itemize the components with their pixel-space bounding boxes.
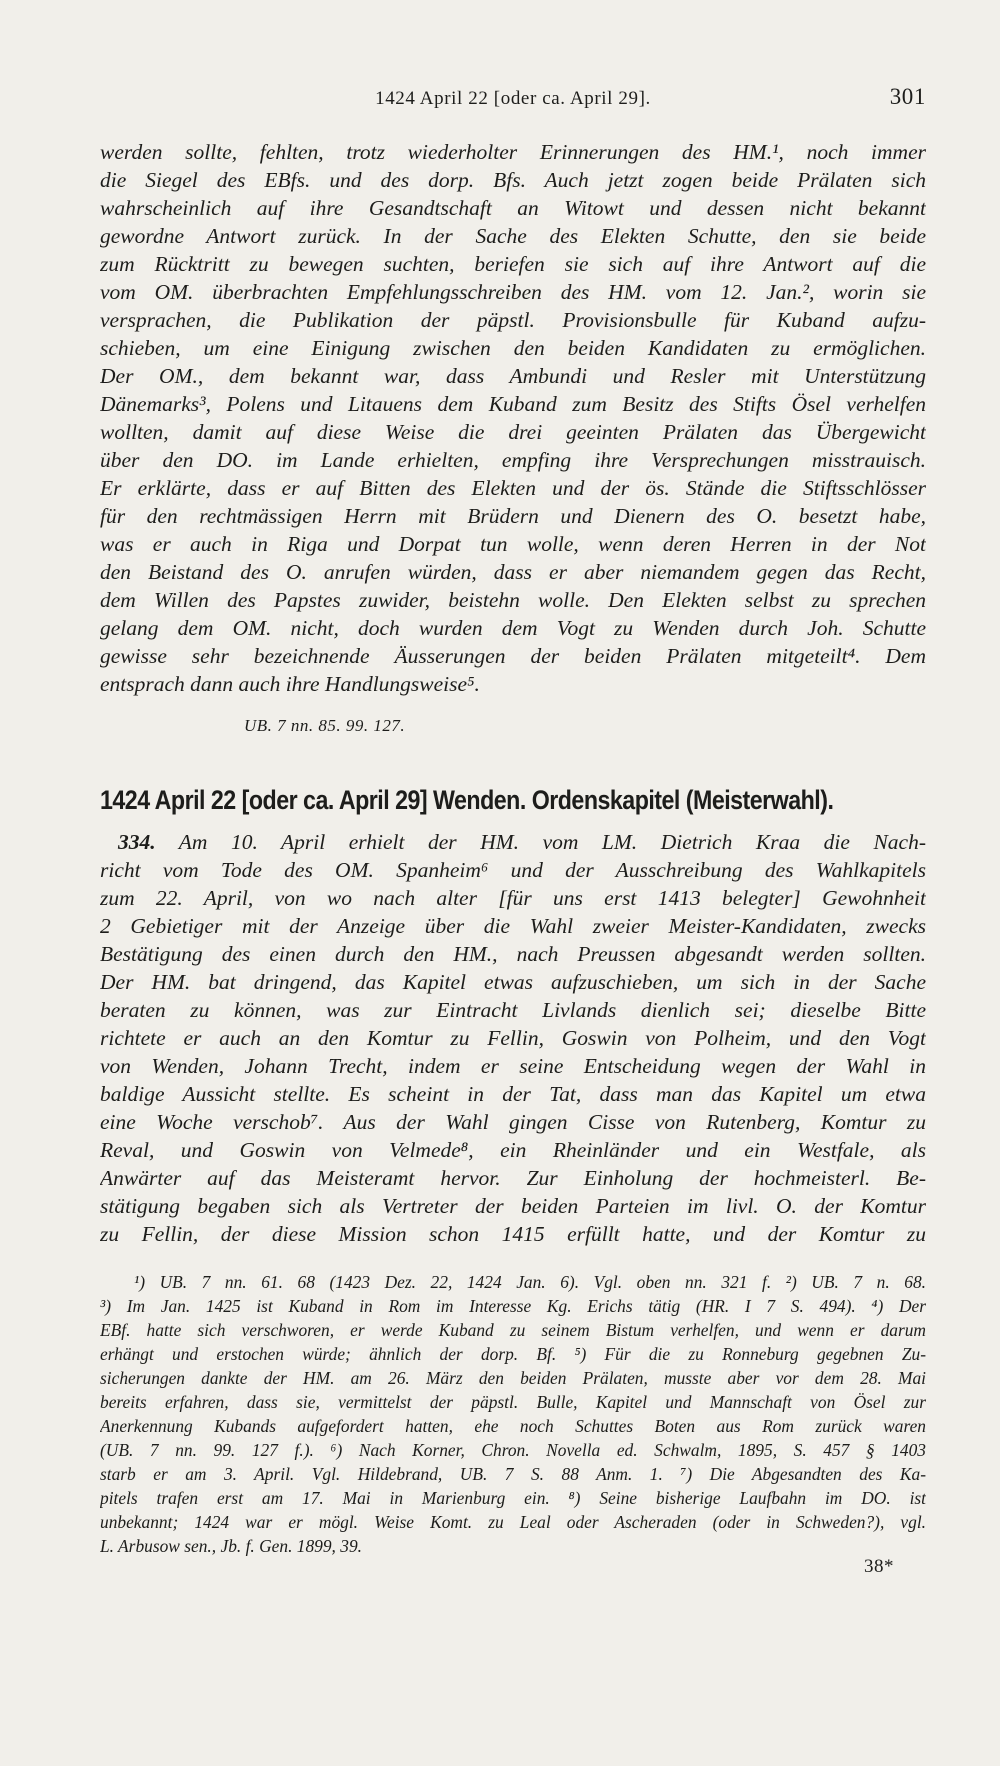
entry-first-line-text: Am 10. April erhielt der HM. vom LM. Dietrich Kraa die Nach- <box>178 830 926 854</box>
text-line: dem Willen des Papstes zuwider, beistehn wolle. Den Elekten selbst zu sprechen <box>100 588 926 612</box>
page-header <box>100 84 926 114</box>
text-line: gewordne Antwort zurück. In der Sache des Elekten Schutte, den sie beide <box>100 224 926 248</box>
text-line: richt vom Tode des OM. Spanheim⁶ und der Ausschreibung des Wahlkapitels <box>100 858 926 882</box>
footnote-line: pitels trafen erst am 17. Mai in Marienburg ein. ⁸) Seine bisherige Laufbahn im DO. ist <box>100 1488 926 1508</box>
footnote-line: (UB. 7 nn. 99. 127 f.). ⁶) Nach Korner, Chron. Novella ed. Schwalm, 1895, S. 457 § 1403 <box>100 1440 926 1460</box>
text-line: Dänemarks³, Polens und Litauens dem Kuband zum Besitz des Stifts Ösel verhelfen <box>100 392 926 416</box>
signature-mark: 38* <box>864 1556 894 1577</box>
footnote-line: bereits erfahren, dass sie, vermittelst der päpstl. Bulle, Kapitel und Mannschaft von Ösel zur <box>100 1392 926 1412</box>
page-number: 301 <box>889 84 926 109</box>
text-line: gewisse sehr bezeichnende Äusserungen der beiden Prälaten mitgeteilt⁴. Dem <box>100 644 926 668</box>
footnote-line: Anerkennung Kubands aufgefordert hatten, ehe noch Schuttes Boten aus Rom zurück waren <box>100 1416 926 1436</box>
source-citation: UB. 7 nn. 85. 99. 127. <box>244 716 406 735</box>
text-line: versprachen, die Publikation der päpstl. Provisionsbulle für Kuband aufzu- <box>100 308 926 332</box>
footnote-line: unbekannt; 1424 war er mögl. Weise Komt. zu Leal oder Ascheraden (oder in Schweden?), vgl. <box>100 1512 926 1532</box>
text-line: für den rechtmässigen Herrn mit Brüdern und Dienern des O. besetzt habe, <box>100 504 926 528</box>
footnote-line: ¹) UB. 7 nn. 61. 68 (1423 Dez. 22, 1424 Jan. 6). Vgl. oben nn. 321 f. ²) UB. 7 n. 68. <box>134 1272 926 1292</box>
footnote-line: ³) Im Jan. 1425 ist Kuband in Rom im Interesse Kg. Erichs tätig (HR. I 7 S. 494). ⁴) Der <box>100 1296 926 1316</box>
text-line: von Wenden, Johann Trecht, indem er seine Entscheidung wegen der Wahl in <box>100 1054 926 1078</box>
footnote-line: sicherungen dankte der HM. am 26. März den beiden Prälaten, musste aber vor dem 28. Mai <box>100 1368 926 1388</box>
text-line: zu Fellin, der diese Mission schon 1415 erfüllt hatte, und der Komtur zu <box>100 1222 926 1246</box>
text-line: richtete er auch an den Komtur zu Fellin, Goswin von Polheim, und den Vogt <box>100 1026 926 1050</box>
text-line: Der OM., dem bekannt war, dass Ambundi und Resler mit Unterstützung <box>100 364 926 388</box>
text-line: entsprach dann auch ihre Handlungsweise⁵. <box>100 672 480 696</box>
text-line: Anwärter auf das Meisteramt hervor. Zur Einholung der hochmeisterl. Be- <box>100 1166 926 1190</box>
paragraph-continuation <box>100 138 926 698</box>
footnotes <box>100 1270 926 1558</box>
text-line: gelang dem OM. nicht, doch wurden dem Vogt zu Wenden durch Joh. Schutte <box>100 616 926 640</box>
text-line: Er erklärte, dass er auf Bitten des Elekten und der ös. Stände die Stiftsschlösser <box>100 476 926 500</box>
text-line: über den DO. im Lande erhielten, empfing ihre Versprechungen misstrauisch. <box>100 448 926 472</box>
text-line: werden sollte, fehlten, trotz wiederholter Erinnerungen des HM.¹, noch immer <box>100 140 926 164</box>
footnote-line: EBf. hatte sich verschworen, er werde Kuband zu seinem Bistum verhelfen, und wenn er darum <box>100 1320 926 1340</box>
footnote-line: erhängt und erstochen würde; ähnlich der dorp. Bf. ⁵) Für die zu Ronneburg gegebnen Zu- <box>100 1344 926 1364</box>
text-line: vom OM. überbrachten Empfehlungsschreiben des HM. vom 12. Jan.², worin sie <box>100 280 926 304</box>
text-line: zum 22. April, von wo nach alter [für uns erst 1413 belegter] Gewohnheit <box>100 886 926 910</box>
text-line: wollten, damit auf diese Weise die drei geeinten Prälaten das Übergewicht <box>100 420 926 444</box>
section-heading: 1424 April 22 [oder ca. April 29] Wenden. Ordenskapitel (Meisterwahl). <box>100 785 834 815</box>
footnote-line: starb er am 3. April. Vgl. Hildebrand, UB. 7 S. 88 Anm. 1. ⁷) Die Abgesandten des Ka- <box>100 1464 926 1484</box>
text-line: den Beistand des O. anrufen würden, dass er aber niemandem gegen das Recht, <box>100 560 926 584</box>
text-line: schieben, um eine Einigung zwischen den beiden Kandidaten zu ermöglichen. <box>100 336 926 360</box>
text-line: was er auch in Riga und Dorpat tun wolle, wenn deren Herren in der Not <box>100 532 926 556</box>
entry-number: 334. <box>118 830 156 854</box>
text-line: Der HM. bat dringend, das Kapitel etwas aufzuschieben, um sich in der Sache <box>100 970 926 994</box>
entry-paragraph <box>100 828 926 1248</box>
text-line: baldige Aussicht stellte. Es scheint in der Tat, dass man das Kapitel um etwa <box>100 1082 926 1106</box>
text-line: 2 Gebietiger mit der Anzeige über die Wahl zweier Meister-Kandidaten, zwecks <box>100 914 926 938</box>
text-line: zum Rücktritt zu bewegen suchten, beriefen sie sich auf ihre Antwort auf die <box>100 252 926 276</box>
text-line: eine Woche verschob⁷. Aus der Wahl gingen Cisse von Rutenberg, Komtur zu <box>100 1110 926 1134</box>
text-line: wahrscheinlich auf ihre Gesandtschaft an Witowt und dessen nicht bekannt <box>100 196 926 220</box>
entry-first-line <box>100 828 926 856</box>
text-line: Reval, und Goswin von Velmede⁸, ein Rheinländer und ein Westfale, als <box>100 1138 926 1162</box>
text-line: Bestätigung des einen durch den HM., nach Preussen abgesandt werden sollten. <box>100 942 926 966</box>
text-line: die Siegel des EBfs. und des dorp. Bfs. Auch jetzt zogen beide Prälaten sich <box>100 168 926 192</box>
text-line: beraten zu können, was zur Eintracht Livlands dienlich sei; dieselbe Bitte <box>100 998 926 1022</box>
text-line: stätigung begaben sich als Vertreter der beiden Parteien im livl. O. der Komtur <box>100 1194 926 1218</box>
footnote-line: L. Arbusow sen., Jb. f. Gen. 1899, 39. <box>100 1536 362 1556</box>
running-title: 1424 April 22 [oder ca. April 29]. <box>375 88 651 109</box>
